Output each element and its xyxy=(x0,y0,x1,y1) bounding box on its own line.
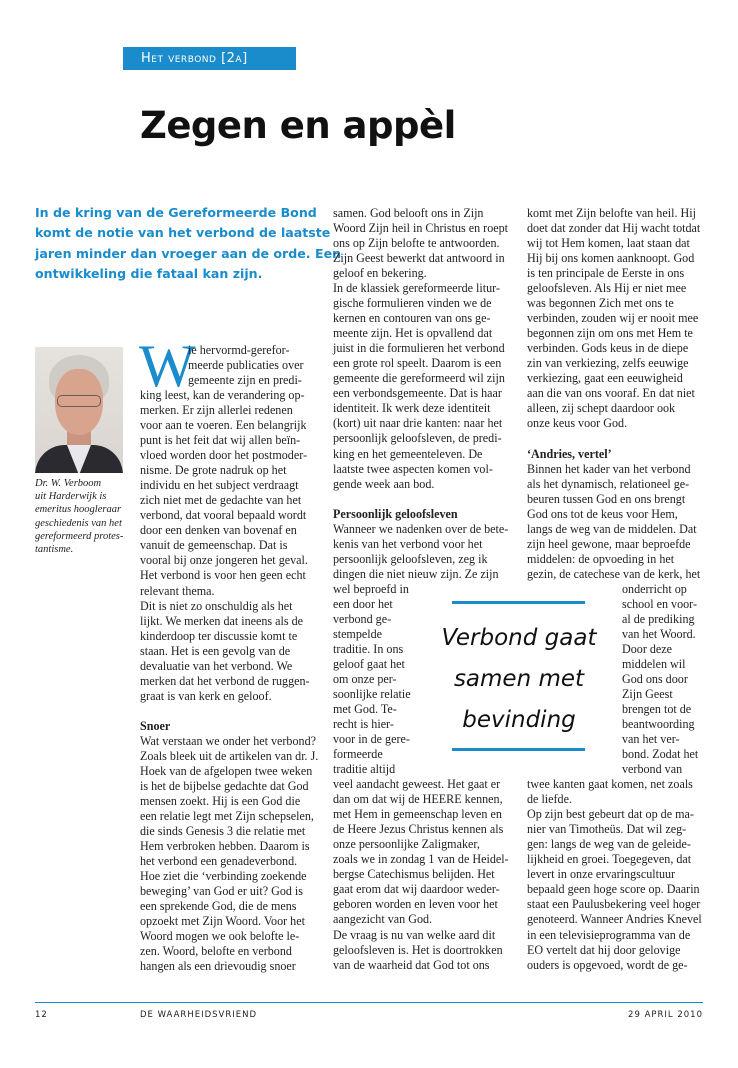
text-line: ouders is opgevoed, wordt de ge- xyxy=(527,957,688,972)
section-heading: Persoonlijk geloofsleven xyxy=(333,506,458,521)
text-line: verbond van xyxy=(622,762,683,777)
text-line: (kort) uit naar drie kanten: naar het xyxy=(333,416,503,431)
text-line: bergse Catechismus belijden. Het xyxy=(333,867,495,882)
section-heading: ‘Andries, vertel’ xyxy=(527,446,612,461)
text-line: wel beproefd in xyxy=(333,581,409,596)
body-column-3 xyxy=(527,206,713,973)
text-line: God ons tot de keus voor Hem, xyxy=(527,506,678,521)
intro-line: jaren minder dan vroeger aan de orde. Een xyxy=(35,245,342,261)
text-line: verkiezing, gaat een eeuwigheid xyxy=(527,371,683,386)
text-line: gen: langs de weg van de geleide- xyxy=(527,837,691,852)
text-line: wij tot Hem komen, laat staan dat xyxy=(527,236,690,251)
pullquote-line: Verbond gaat xyxy=(441,625,597,651)
text-line: staat een Paulusbekering veel hoger xyxy=(527,897,701,912)
text-line: soonlijke relatie xyxy=(333,687,411,701)
footer-divider xyxy=(35,1002,703,1003)
text-line: geloof gaat het xyxy=(333,656,405,671)
section-heading: Snoer xyxy=(140,718,171,733)
text-line: Zijn Geest xyxy=(622,687,673,701)
text-line: met God. Te- xyxy=(333,702,397,717)
text-line: lijkheid en groei. Toegegeven, dat xyxy=(527,852,692,867)
paragraph-gap xyxy=(527,431,713,446)
text-line: Het verbond is voor hen geen echt xyxy=(140,568,306,583)
text-line: het verbond een genadeverbond. xyxy=(140,854,298,869)
text-line: De vraag is nu van welke aard dit xyxy=(333,927,496,942)
text-line: van de waarheid dat God tot ons xyxy=(333,957,490,972)
text-line: de liefde. xyxy=(527,792,572,807)
text-line: middelen: de opvoeding in het xyxy=(527,551,675,566)
text-line: een door het xyxy=(333,596,393,611)
intro-line: ontwikkeling die fataal kan zijn. xyxy=(35,265,263,281)
text-line: beweging’ van God er uit? God is xyxy=(140,884,303,899)
text-line: onderricht op xyxy=(622,581,687,596)
body-column-2 xyxy=(333,206,517,973)
text-line: Wat verstaan we onder het verbond? xyxy=(140,733,316,748)
text-line: nisme. De grote nadruk op het xyxy=(140,463,287,478)
text-line: is ten principale de Eerste in ons xyxy=(527,266,685,281)
author-photo xyxy=(35,347,123,473)
text-line: traditie. In ons xyxy=(333,641,404,656)
text-line: Op zijn best gebeurt dat op de ma- xyxy=(527,807,694,822)
text-line: door een denken van bovenaf en xyxy=(140,523,297,538)
text-line: in een televisieprogramma van de xyxy=(527,927,691,942)
text-line: voor in de gere- xyxy=(333,732,410,747)
text-line: gende week aan bod. xyxy=(333,476,435,491)
text-line: meerde publicaties over xyxy=(188,358,304,373)
text-line: traditie altijd xyxy=(333,762,396,777)
text-line: meente zijn. Het is opvallend dat xyxy=(333,326,493,341)
drop-cap: W xyxy=(139,333,196,399)
text-line: punt is het feit dat wij allen beïn- xyxy=(140,433,301,448)
text-line: staan. Het is een gevolg van de xyxy=(140,643,291,658)
text-line: veel aandacht geweest. Het gaat er xyxy=(333,777,501,792)
text-line: van het ver- xyxy=(622,732,680,747)
text-line: Door deze xyxy=(622,641,673,656)
text-line: In de klassiek gereformeerde litur- xyxy=(333,281,500,296)
text-line: lijkt. We merken dat ineens als de xyxy=(140,613,304,628)
text-line: king en het gemeenteleven. De xyxy=(333,446,483,461)
body-column-1 xyxy=(140,343,326,974)
text-line: verbinden. Gods keus in de diepe xyxy=(527,341,689,356)
text-line: alleen, zij schept daardoor ook xyxy=(527,401,676,416)
text-line: onze keus voor God. xyxy=(527,416,628,431)
text-line: was begonnen Zich met ons te xyxy=(527,296,674,311)
text-line: Hij bij ons komen aanknoopt. God xyxy=(527,251,695,266)
text-line: middelen wil xyxy=(622,656,686,671)
text-line: geloofsleven. Als Hij er niet mee xyxy=(527,281,687,296)
text-line: levert in onze ervaringscultuur xyxy=(527,867,676,882)
text-line: een verbondsgemeente. Dat is haar xyxy=(333,386,502,401)
text-line: doet dat zonder dat Hij wacht totdat xyxy=(527,221,701,236)
text-line: kenis van het verbond voor het xyxy=(333,536,483,551)
text-line: stempelde xyxy=(333,626,383,641)
text-line: verbond ge- xyxy=(333,611,392,626)
text-line: Dit is niet zo onschuldig als het xyxy=(140,598,293,613)
paragraph-gap xyxy=(140,704,326,719)
text-line: nier van Timotheüs. Dat wil zeg- xyxy=(527,822,687,837)
text-line: relevant thema. xyxy=(140,583,215,598)
text-line: verbinden, zouden wij er nooit mee xyxy=(527,311,699,326)
text-line: zin van verkiezing, zelfs eeuwige xyxy=(527,356,689,371)
text-line: juist in die formulieren het verbond xyxy=(333,341,505,356)
text-line: onze persoonlijke Zaligmaker, xyxy=(333,837,480,852)
text-line: voor aan te voeren. Een belangrijk xyxy=(140,418,307,433)
text-line: formeerde xyxy=(333,747,383,762)
caption-line: emeritus hoogleraar xyxy=(35,504,122,516)
text-line: begonnen zijn om ons met Hem te xyxy=(527,326,693,341)
text-line: persoonlijk geloofsleven, zeg ik xyxy=(333,551,488,566)
article-intro xyxy=(35,203,342,284)
text-line: Hem verbroken hebben. Daarom is xyxy=(140,839,310,854)
text-line: kernen en contouren van ons ge- xyxy=(333,311,491,326)
text-line: hangen als een drievoudig snoer xyxy=(140,959,296,974)
pullquote-line: bevinding xyxy=(462,707,576,733)
text-line: langs de weg van de middelen. Dat xyxy=(527,521,697,536)
author-caption xyxy=(35,477,130,556)
text-line: die sinds Genesis 3 die relatie met xyxy=(140,824,306,838)
issue-date: 29 APRIL 2010 xyxy=(628,1010,703,1020)
text-line: genoteerd. Wanneer Andries Knevel xyxy=(527,912,702,927)
text-line: beantwoording xyxy=(622,717,695,732)
text-line: Woord mogen we ook belofte le- xyxy=(140,929,300,944)
text-line: bond. Zodat het xyxy=(622,747,699,762)
text-line: om onze per- xyxy=(333,671,397,686)
page-number: 12 xyxy=(35,1010,48,1020)
intro-line: komt de notie van het verbond de laatste xyxy=(35,225,331,241)
text-line: devaluatie van het verbond. We xyxy=(140,658,293,673)
text-line: Binnen het kader van het verbond xyxy=(527,461,691,476)
text-line: aangezicht van God. xyxy=(333,912,433,927)
text-line: gemeente zijn en predi- xyxy=(188,373,302,388)
text-line: EO vertelt dat hij door gelovige xyxy=(527,942,681,957)
text-line: school en voor- xyxy=(622,596,697,611)
text-line: vooral bij onze jongeren het geval. xyxy=(140,553,308,568)
text-line: gaat erom dat wij daardoor weder- xyxy=(333,882,500,897)
text-line: vanuit de gemeenschap. Dat is xyxy=(140,538,288,553)
pullquote xyxy=(430,618,608,741)
text-line: de Heere Jezus Christus kennen als xyxy=(333,822,504,837)
text-line: geloof en bekering. xyxy=(333,266,427,281)
text-line: merken. Er zijn allerlei redenen xyxy=(140,403,293,418)
text-line: graat is van kerk en geloof. xyxy=(140,688,272,703)
text-line: zoals we in zondag 1 van de Heidel- xyxy=(333,852,509,867)
caption-line: gereformeerd protes- xyxy=(35,530,124,542)
text-line: komt met Zijn belofte van heil. Hij xyxy=(527,206,696,220)
intro-line: In de kring van de Gereformeerde Bond xyxy=(35,205,317,220)
text-line: brengen tot de xyxy=(622,702,692,717)
text-line: gische formulieren vinden we de xyxy=(333,296,492,311)
text-line: bepaald geen hoge score op. Daarin xyxy=(527,882,700,897)
text-line: opzoekt met Zijn Woord. Voor het xyxy=(140,914,305,929)
text-line: ie hervormd-gerefor- xyxy=(188,343,290,357)
text-line: van het Woord. xyxy=(622,626,696,641)
text-line: een grote rol speelt. Daarom is een xyxy=(333,356,502,371)
caption-line: geschiedenis van het xyxy=(35,517,122,529)
text-line: dan om dat wij de HEERE kennen, xyxy=(333,792,503,807)
text-line: zich niet met de gedachte van het xyxy=(140,493,302,508)
text-line: aan die van ons vooraf. En dat niet xyxy=(527,386,695,401)
text-line: Wanneer we nadenken over de bete- xyxy=(333,521,509,536)
text-line: laatste twee aspecten komen vol- xyxy=(333,461,493,476)
text-line: zen. Woord, belofte en verbond xyxy=(140,944,292,959)
text-line: is het de bijbelse gedachte dat God xyxy=(140,778,309,793)
text-line: merken dat het verbond de ruggen- xyxy=(140,673,310,688)
article-title: Zegen en appèl xyxy=(140,104,456,147)
caption-line: tantisme. xyxy=(35,544,74,556)
text-line: Woord Zijn heil in Christus en roept xyxy=(333,221,509,236)
text-line: king leest, kan de verandering op- xyxy=(140,388,305,403)
text-line: met Hem in gemeenschap leven en xyxy=(333,807,502,822)
publication-name: DE WAARHEIDSVRIEND xyxy=(140,1010,258,1020)
text-line: Hoe ziet die ‘verbinding zoekende xyxy=(140,869,307,884)
text-line: ons op Zijn belofte te antwoorden. xyxy=(333,236,500,251)
section-kicker: Het verbond [2a] xyxy=(123,47,296,70)
caption-line: uit Harderwijk is xyxy=(35,491,107,503)
text-line: als het dynamisch, relationeel ge- xyxy=(527,476,690,491)
caption-line: Dr. W. Verboom xyxy=(35,478,102,489)
text-line: Hoek van de afgelopen twee weken xyxy=(140,763,313,778)
text-line: twee kanten gaat komen, net zoals xyxy=(527,777,693,792)
paragraph-gap xyxy=(333,492,517,507)
text-line: geboren worden en leven voor het xyxy=(333,897,498,912)
text-line: individu en het subject verdraagt xyxy=(140,478,299,493)
text-line: gemeente die gereformeerd wil zijn xyxy=(333,371,505,386)
text-line: geloofsleven is. Het is doortrokken xyxy=(333,942,503,957)
text-line: Zoals bleek uit de artikelen van dr. J. xyxy=(140,748,319,763)
pullquote-line: samen met xyxy=(453,666,585,692)
pullquote-rule-bottom xyxy=(452,748,585,751)
text-line: kinderdoop ter discussie komt te xyxy=(140,628,298,643)
text-line: gezin, de catechese van de kerk, het xyxy=(527,566,701,581)
pullquote-rule-top xyxy=(452,601,585,604)
text-line: samen. God belooft ons in Zijn xyxy=(333,206,484,220)
text-line: zijn heel gewone, maar beproefde xyxy=(527,536,691,551)
text-line: vloed worden door het postmoder- xyxy=(140,448,308,463)
text-line: recht is hier- xyxy=(333,717,394,732)
text-line: al de prediking xyxy=(622,611,695,626)
text-line: God ons door xyxy=(622,671,688,686)
text-line: identiteit. Ik werk deze identiteit xyxy=(333,401,491,416)
text-line: Zijn Geest bewerkt dat antwoord in xyxy=(333,251,505,266)
text-line: verbond, dat vooral bepaald wordt xyxy=(140,508,307,523)
text-line: beuren tussen God en ons brengt xyxy=(527,491,686,506)
text-line: een relatie legt met Zijn schepselen, xyxy=(140,808,314,823)
text-line: persoonlijk geloofsleven, de predi- xyxy=(333,431,502,446)
text-line: een sprekende God, die de mens xyxy=(140,899,297,914)
text-line: dingen die niet nieuw zijn. Ze zijn xyxy=(333,566,499,581)
text-line: mensen zoekt. Hij is een God die xyxy=(140,793,301,808)
